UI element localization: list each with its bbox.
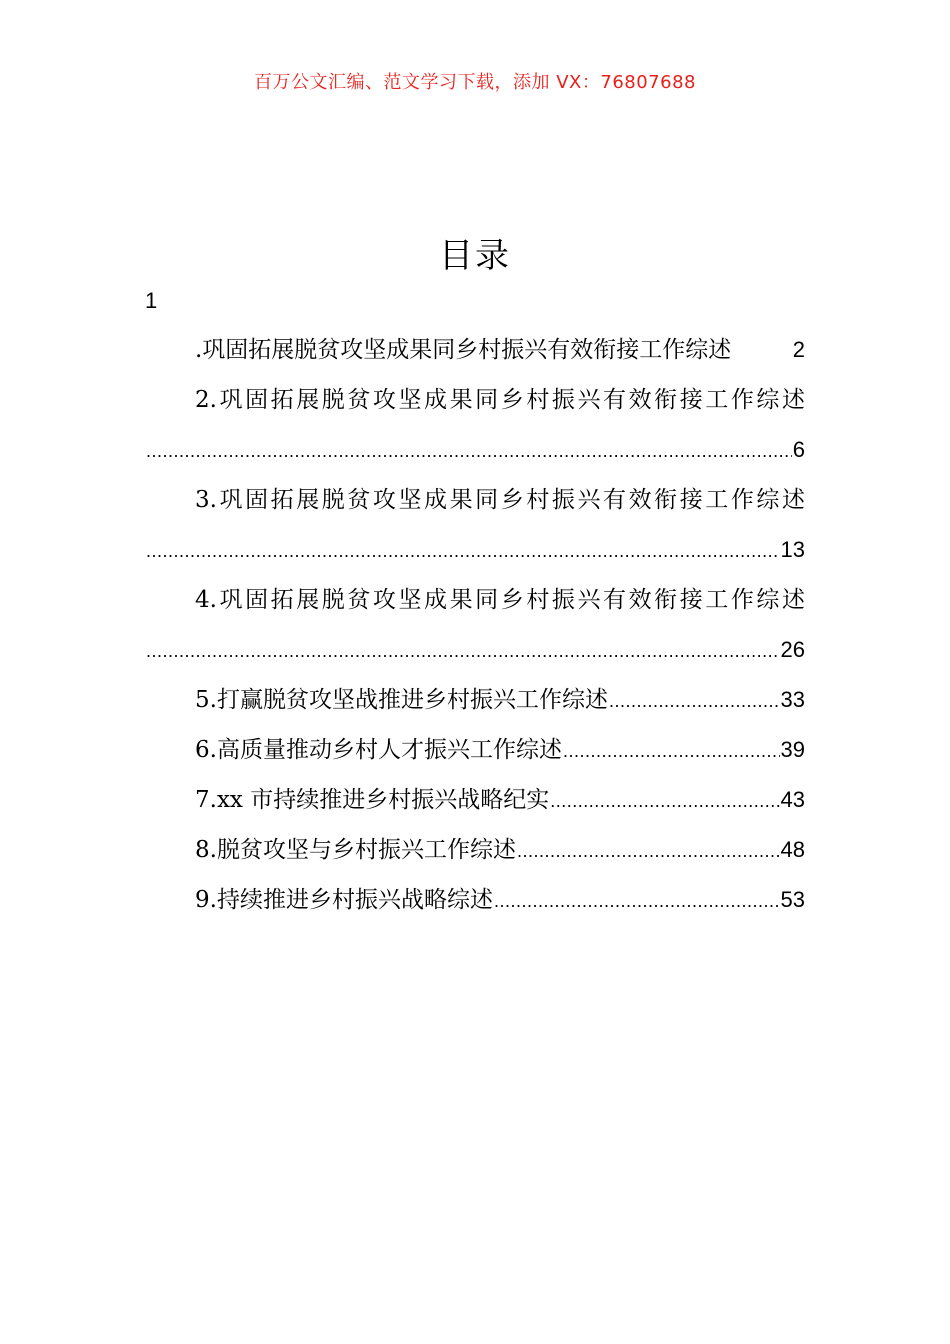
- toc-entry-page: 13: [780, 537, 805, 562]
- toc-entry-text: 7.xx 市持续推进乡村振兴战略纪实: [195, 787, 550, 813]
- toc-lead-number: 1: [145, 288, 158, 313]
- toc-entry-6[interactable]: [195, 733, 805, 767]
- toc-entry-4[interactable]: [195, 583, 805, 617]
- toc-entry-8[interactable]: [195, 833, 805, 867]
- toc-entry-2[interactable]: [195, 383, 805, 417]
- toc-entry-page: 48: [780, 837, 805, 862]
- toc-entry-page: 2: [792, 337, 805, 362]
- toc-leader-dots: [517, 834, 780, 867]
- toc-entry-page: 43: [780, 787, 805, 812]
- toc-entry-text: 9.持续推进乡村振兴战略综述: [195, 887, 493, 913]
- toc-entry-9[interactable]: [195, 883, 805, 917]
- toc-entry-3[interactable]: [195, 483, 805, 517]
- toc-leader-dots: [563, 734, 780, 767]
- toc-leader-dots: [494, 884, 780, 917]
- toc-entry-page: 39: [780, 737, 805, 762]
- toc-leader-dots: [609, 684, 780, 717]
- toc-entry-page: 26: [780, 637, 805, 662]
- toc-entry-page: 53: [780, 887, 805, 912]
- toc-leader-dots: [146, 434, 792, 467]
- toc-entry-text: 2.巩固拓展脱贫攻坚成果同乡村振兴有效衔接工作综述: [195, 387, 805, 413]
- toc-entry-7[interactable]: [195, 783, 805, 817]
- header-note: 百万公文汇编、范文学习下载，添加 VX：76807688: [254, 72, 696, 93]
- toc-entry-4-leader-line: [145, 633, 805, 667]
- toc-leader-dots: [146, 534, 780, 567]
- toc-entry-text: 4.巩固拓展脱贫攻坚成果同乡村振兴有效衔接工作综述: [195, 587, 805, 613]
- toc-leader-dots: [550, 784, 779, 817]
- toc-entry-2-leader-line: [145, 433, 805, 467]
- toc-entry-text: .巩固拓展脱贫攻坚成果同乡村振兴有效衔接工作综述: [195, 337, 732, 363]
- toc-leader-dots: [146, 634, 780, 667]
- toc-entry-text: 5.打赢脱贫攻坚战推进乡村振兴工作综述: [195, 687, 608, 713]
- toc-entry-3-leader-line: [145, 533, 805, 567]
- toc-entry-text: 8.脱贫攻坚与乡村振兴工作综述: [195, 837, 516, 863]
- toc-entry-1[interactable]: [195, 333, 805, 367]
- toc-entry-5[interactable]: [195, 683, 805, 717]
- toc-entry-text: 3.巩固拓展脱贫攻坚成果同乡村振兴有效衔接工作综述: [195, 487, 805, 513]
- toc-title: 目录: [439, 236, 511, 276]
- toc-entry-text: 6.高质量推动乡村人才振兴工作综述: [195, 737, 562, 763]
- toc-entry-page: 33: [780, 687, 805, 712]
- toc-entry-page: 6: [792, 437, 805, 462]
